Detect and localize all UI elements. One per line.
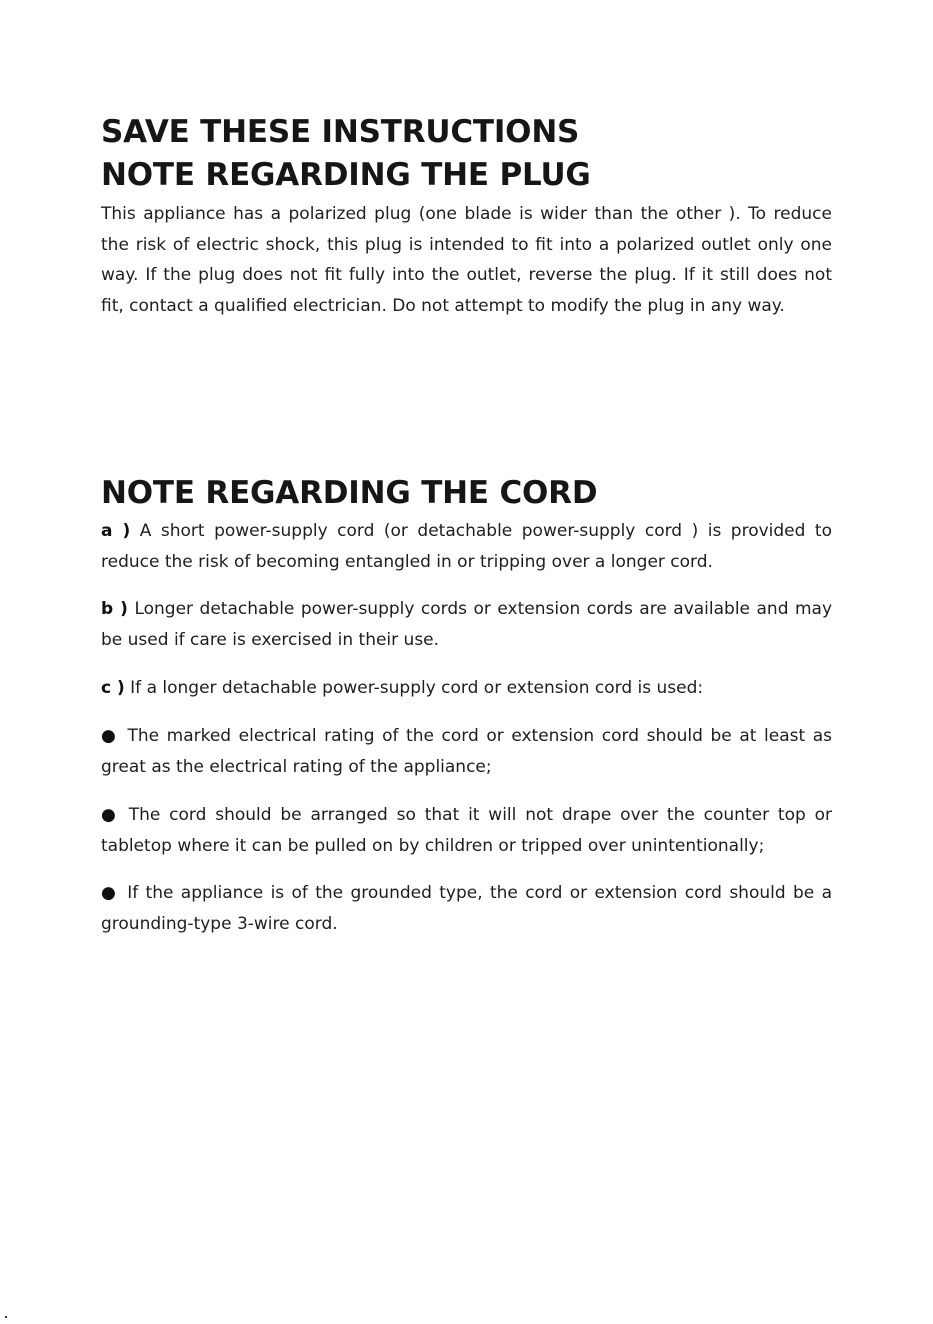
bullet-icon: ● — [101, 726, 116, 746]
bullet-text: The marked electrical rating of the cord or extension cord should be at least as great as the electrical rating of the appliance; — [101, 726, 833, 777]
cord-item-b-text: Longer detachable power-supply cords or extension cords are available and may be used if care is exercised in their use. — [101, 599, 833, 650]
bullet-icon: ● — [101, 805, 116, 825]
item-marker-a: a ) — [101, 521, 131, 541]
cord-item-c — [101, 673, 832, 704]
bullet-item — [101, 721, 832, 782]
bullet-text: The cord should be arranged so that it will not drape over the counter top or tabletop where it can be pulled on by children or tripped over unintentionally; — [101, 805, 832, 856]
page-corner-mark — [5, 1316, 7, 1318]
bullet-item — [101, 878, 832, 939]
cord-item-b — [101, 594, 832, 655]
bullet-text: If the appliance is of the grounded type, the cord or extension cord should be a grounding-type 3-wire cord. — [101, 883, 833, 934]
cord-item-c-text: If a longer detachable power-supply cord or extension cord is used: — [130, 678, 704, 698]
cord-item-a — [101, 516, 832, 577]
bullet-item — [101, 800, 832, 861]
bullet-icon: ● — [101, 883, 116, 903]
item-marker-b: b ) — [101, 599, 128, 619]
plug-note-paragraph: This appliance has a polarized plug (one blade is wider than the other ). To reduce the risk of electric shock, this plug is intended to fit into a polarized outlet only one way. If the plug does not fit fully into the outlet, reverse the plug. If it still does not fit, contact a qualified electrician. Do not attempt to modify the plug in any way. — [101, 204, 832, 316]
heading-cord-note: NOTE REGARDING THE CORD — [101, 475, 598, 511]
heading-plug-note: NOTE REGARDING THE PLUG — [101, 157, 591, 193]
heading-save-instructions: SAVE THESE INSTRUCTIONS — [101, 114, 580, 150]
item-marker-c: c ) — [101, 678, 125, 698]
cord-item-a-text: A short power-supply cord (or detachable power-supply cord ) is provided to reduce the risk of becoming entangled in or tripping over a longer cord. — [101, 521, 832, 572]
